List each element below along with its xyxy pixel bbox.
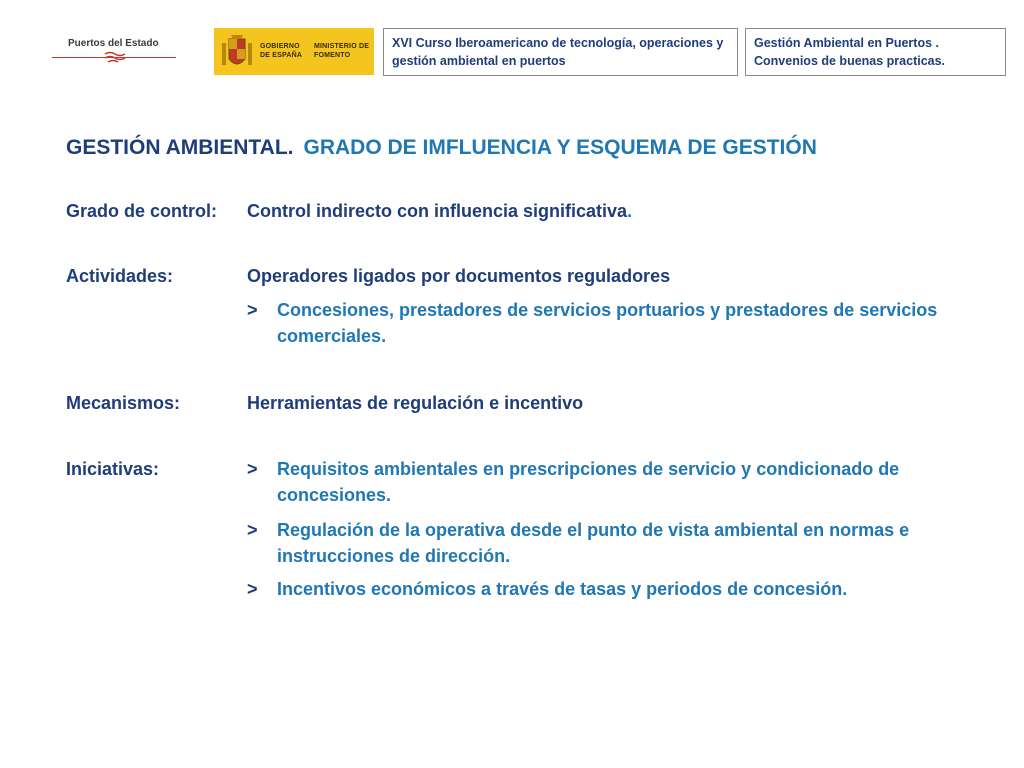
grado-value <box>247 201 632 222</box>
ministerio-text: MINISTERIO DE FOMENTO <box>314 43 370 59</box>
iniciativas-bullet <box>247 576 987 602</box>
title-part1: GESTIÓN AMBIENTAL. <box>66 136 294 159</box>
actividades-bullet <box>247 297 987 349</box>
logo-divider <box>52 57 176 58</box>
grado-label: Grado de control: <box>66 201 218 221</box>
course-title-box: XVI Curso Iberoamericano de tecnología, operaciones y gestión ambiental en puertos <box>383 28 738 76</box>
bullet-marker: > <box>247 300 258 320</box>
bullet-marker: > <box>247 520 258 540</box>
bullet-text: Requisitos ambientales en prescripciones de servicio y condicionado de concesiones. <box>277 459 900 505</box>
iniciativas-bullet <box>247 517 987 569</box>
puertos-logo-text: Puertos del Estado <box>68 38 159 49</box>
section-title-box: Gestión Ambiental en Puertos . Convenios de buenas practicas. <box>745 28 1006 76</box>
title-part2: GRADO DE IMFLUENCIA Y ESQUEMA DE GESTIÓN <box>303 136 817 159</box>
grado-dot: . <box>627 201 633 221</box>
puertos-del-estado-logo <box>52 34 178 66</box>
mecanismos-label: Mecanismos: <box>66 393 181 413</box>
coat-of-arms-icon <box>220 33 254 71</box>
bullet-text: Concesiones, prestadores de servicios portuarios y prestadores de servicios comerciales. <box>277 300 938 346</box>
actividades-label: Actividades: <box>66 266 174 286</box>
iniciativas-bullet <box>247 456 987 508</box>
gobierno-text: GOBIERNO DE ESPAÑA <box>260 43 303 59</box>
gobierno-espana-logo <box>214 28 374 75</box>
actividades-value: Operadores ligados por documentos reguladores <box>247 266 671 286</box>
bullet-marker: > <box>247 579 258 599</box>
mecanismos-value: Herramientas de regulación e incentivo <box>247 393 584 413</box>
grado-value-text: Control indirecto con influencia significativa <box>247 201 628 221</box>
bullet-text: Incentivos económicos a través de tasas y periodos de concesión. <box>277 579 848 599</box>
iniciativas-label: Iniciativas: <box>66 459 160 479</box>
bullet-marker: > <box>247 459 258 479</box>
slide-title <box>66 136 817 160</box>
bullet-text: Regulación de la operativa desde el punto de vista ambiental en normas e instrucciones de dirección. <box>277 520 910 566</box>
